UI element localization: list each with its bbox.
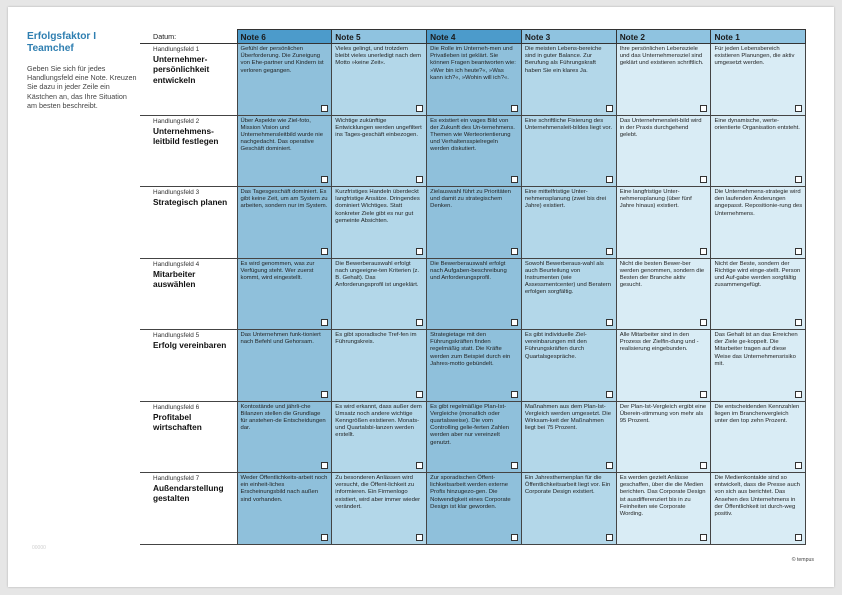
cell-text: Die Bewerberauswahl erfolgt nach ungeeigne-ten Kriterien (z. B. Gehalt). Das Anforderungsprofil ist ungeklärt. (335, 260, 420, 289)
rating-checkbox[interactable] (511, 462, 518, 469)
rating-checkbox[interactable] (416, 248, 423, 255)
rating-checkbox[interactable] (416, 391, 423, 398)
rating-checkbox[interactable] (416, 105, 423, 112)
cell-text: Die Bewerberauswahl erfolgt nach Aufgaben-beschreibung und Anforderungsprofil. (430, 260, 507, 281)
rating-matrix (140, 29, 806, 545)
sidebar-title (27, 31, 137, 55)
rating-cell (237, 330, 332, 402)
rating-checkbox[interactable] (606, 248, 613, 255)
cell-text: Es gibt sporadische Tref-fen im Führungskreis. (335, 332, 417, 346)
cell-text: Nicht der Beste, sondern der Richtige wird einge-stellt. Person und Auf-gabe werden sorgfältig zusammengefügt. (714, 260, 801, 289)
rating-cell (237, 187, 332, 259)
rating-checkbox[interactable] (606, 319, 613, 326)
field-name: Außendarstellung gestalten (153, 483, 224, 504)
rating-cell (332, 473, 427, 545)
cell-text: Das Gehalt ist an das Erreichen der Ziele ge-koppelt. Die Mitarbeiter tragen auf diese Weise das Unternehmensrisiko mit. (714, 332, 798, 367)
rating-cell (521, 44, 616, 116)
rating-cell (332, 258, 427, 330)
table-row (140, 473, 806, 545)
cell-text: Nicht die besten Bewer-ber werden genommen, sondern die Besten der Branche aktiv gesucht. (619, 260, 705, 289)
rating-cell (711, 473, 806, 545)
rating-cell (521, 187, 616, 259)
rating-checkbox[interactable] (416, 462, 423, 469)
rating-checkbox[interactable] (321, 319, 328, 326)
rating-cell (711, 401, 806, 473)
rating-checkbox[interactable] (511, 534, 518, 541)
rating-cell (332, 115, 427, 187)
rating-checkbox[interactable] (606, 391, 613, 398)
rating-cell (616, 401, 711, 473)
table-row (140, 115, 806, 187)
rating-checkbox[interactable] (795, 391, 802, 398)
cell-text: Strategietage mit den Führungskräften finden regelmäßig statt. Die Kräfte werden zum Beispiel durch ein Jahres-motto gebündelt. (430, 332, 511, 367)
sidebar-title-line1: Erfolgsfaktor I (27, 31, 97, 42)
rating-cell (616, 473, 711, 545)
rating-checkbox[interactable] (606, 534, 613, 541)
rating-checkbox[interactable] (511, 391, 518, 398)
field-name: Erfolg vereinbaren (153, 340, 227, 350)
rating-cell (427, 44, 522, 116)
rating-checkbox[interactable] (321, 176, 328, 183)
rating-checkbox[interactable] (321, 391, 328, 398)
field-label: Handlungsfeld 4 (153, 260, 200, 268)
cell-text: Maßnahmen aus dem Plan-Ist-Vergleich werden umgesetzt. Die Wirksam-keit der Maßnahmen liegt bei 75 Prozent. (524, 403, 612, 432)
field-name: Mitarbeiter auswählen (153, 268, 196, 289)
cell-text: Alle Mitarbeiter sind in den Prozess der Zielfin-dung und -realisierung eingebunden. (619, 332, 699, 353)
rating-cell (521, 401, 616, 473)
rating-cell (711, 187, 806, 259)
cell-text: Der Plan-Ist-Vergleich ergibt eine Überein-stimmung von mehr als 95 Prozent. (619, 403, 707, 424)
rating-checkbox[interactable] (321, 248, 328, 255)
field-name: Strategisch planen (153, 197, 228, 207)
cell-text: Es existiert ein vages Bild von der Zukunft des Un-ternehmens. Themen wie Werteorientierung und Verhaltensspielregeln werden diskutiert. (430, 117, 515, 153)
rating-checkbox[interactable] (416, 176, 423, 183)
cell-text: Es gibt regelmäßige Plan-Ist-Vergleiche (monatlich oder quartalsweise). Die vom Controlling gelie-ferten Zahlen werden aber nur vereinzelt genutzt. (430, 403, 510, 446)
rating-checkbox[interactable] (321, 105, 328, 112)
rating-cell (427, 401, 522, 473)
cell-text: Die meisten Lebens-bereiche sind in guter Balance. Zur Berufung als Führungskraft haben Sie ein klares Ja. (524, 46, 602, 74)
rating-checkbox[interactable] (795, 462, 802, 469)
header-note-4: Note 4 (427, 30, 522, 44)
cell-text: Eine langfristige Unter-nehmensplanung (über fünf Jahre hinaus) existiert. (619, 189, 692, 210)
cell-text: Gefühl der persönlichen Überforderung. Die Zuneigung von Ehe-partner und Kindern ist verloren gegangen. (240, 46, 324, 74)
rating-checkbox[interactable] (700, 391, 707, 398)
rating-checkbox[interactable] (416, 319, 423, 326)
rating-cell (711, 330, 806, 402)
rating-checkbox[interactable] (700, 319, 707, 326)
rating-checkbox[interactable] (511, 248, 518, 255)
cell-text: Eine mittelfristige Unter-nehmensplanung (zwei bis drei Jahre) existiert. (524, 189, 607, 210)
cell-text: Kontostände und jährli-che Bilanzen stellen die Grundlage für anstehen-de Entscheidungen dar. (240, 403, 326, 432)
rating-cell (521, 258, 616, 330)
rating-checkbox[interactable] (606, 176, 613, 183)
field-cell (140, 115, 237, 187)
field-label: Handlungsfeld 5 (153, 332, 200, 339)
cell-text: Die entscheidenden Kennzahlen liegen im Branchenvergleich unter den top zehn Prozent. (714, 403, 800, 424)
rating-cell (332, 330, 427, 402)
cell-text: Die Unternehmens-strategie wird den laufenden Änderungen angepasst. Repositionie-rung des Unternehmens. (714, 189, 803, 217)
table-row (140, 401, 806, 473)
rating-cell (521, 330, 616, 402)
rating-checkbox[interactable] (321, 462, 328, 469)
rating-cell (332, 401, 427, 473)
field-label: Handlungsfeld 7 (153, 475, 200, 482)
rating-cell (332, 44, 427, 116)
cell-text: Es gibt individuelle Ziel-vereinbarungen mit den Führungskräften durch Quartalsgespräche. (524, 332, 587, 360)
field-cell (140, 44, 237, 116)
field-label: Handlungsfeld 3 (153, 189, 200, 196)
cell-text: Über Aspekte wie Ziel-foto, Mission Vision und Unternehmensleitbild wurde nie nachgedacht. Das operative Geschäft dominiert. (240, 117, 324, 153)
field-label: Handlungsfeld 1 (153, 46, 200, 53)
cell-text: Das Unternehmen funk-tioniert nach Befehl und Gehorsam. (240, 332, 321, 346)
rating-checkbox[interactable] (416, 534, 423, 541)
rating-cell (237, 258, 332, 330)
rating-checkbox[interactable] (795, 534, 802, 541)
rating-cell (521, 473, 616, 545)
field-label: Handlungsfeld 2 (153, 117, 200, 125)
rating-cell (427, 187, 522, 259)
cell-text: Für jeden Lebensbereich existieren Planungen, die aktiv umgesetzt werden. (714, 46, 795, 67)
field-name: Profitabel wirtschaften (153, 411, 202, 432)
cell-text: Die Medienkontakte sind so entwickelt, dass die Presse auch von sich aus berichtet. Das Ansehen des Unternehmens in der Öffentlichkeit ist durch-weg positiv. (714, 475, 800, 518)
header-note-3: Note 3 (521, 30, 616, 44)
cell-text: Das Tagesgeschäft dominiert. Es gibt keine Zeit, um am System zu arbeiten, sondern nur im System. (240, 189, 328, 210)
rating-cell (711, 44, 806, 116)
table-row (140, 44, 806, 116)
rating-checkbox[interactable] (700, 462, 707, 469)
cell-text: Eine schriftliche Fixierung des Unternehmensleit-bildes liegt vor. (524, 117, 612, 131)
cell-text: Ein Jahresthemenplan für die Öffentlichkeitsarbeit liegt vor. Ein Corporate Design existiert. (524, 475, 611, 496)
rating-checkbox[interactable] (511, 319, 518, 326)
rating-checkbox[interactable] (795, 319, 802, 326)
cell-text: Ihre persönlichen Lebensziele und das Unternehmensziel sind geklärt und existieren schriftlich. (619, 46, 704, 67)
field-cell (140, 473, 237, 545)
rating-checkbox[interactable] (321, 534, 328, 541)
cell-text: Es wird genommen, was zur Verfügung steht. Wer zuerst kommt, wird eingestellt. (240, 260, 315, 281)
cell-text: Zu besonderen Anlässen wird versucht, die Öffent-lichkeit zu informieren. Ein Firmenlogo existiert, wird aber immer wieder verändert. (335, 475, 421, 510)
rating-cell (616, 187, 711, 259)
rating-cell (237, 115, 332, 187)
table-row (140, 187, 806, 259)
rating-cell (427, 115, 522, 187)
cell-text: Das Unternehmensleit-bild wird in der Praxis durchgehend gelebt. (619, 117, 702, 138)
field-cell (140, 258, 237, 330)
cell-text: Eine dynamische, werte-orientierte Organisation entsteht. (714, 117, 800, 131)
rating-cell (237, 44, 332, 116)
matrix-header-row (140, 30, 806, 44)
rating-cell (332, 187, 427, 259)
rating-checkbox[interactable] (795, 176, 802, 183)
field-name: Unternehmens-leitbild festlegen (153, 125, 219, 146)
header-note-1: Note 1 (711, 30, 806, 44)
rating-cell (616, 330, 711, 402)
rating-checkbox[interactable] (795, 248, 802, 255)
field-label: Handlungsfeld 6 (153, 403, 200, 411)
rating-checkbox[interactable] (700, 534, 707, 541)
cell-text: Zur sporadischen Öffent-lichkeitsarbeit werden externe Profis hinzugezo-gen. Die Notwendigkeit eines Corporate Design ist klar geworden. (430, 475, 511, 510)
rating-checkbox[interactable] (700, 176, 707, 183)
field-cell (140, 187, 237, 259)
rating-checkbox[interactable] (700, 105, 707, 112)
rating-checkbox[interactable] (606, 105, 613, 112)
sidebar-instructions: Geben Sie sich für jedes Handlungsfeld eine Note. Kreuzen Sie dazu in jeder Zeile ein Kästchen an, das Ihre Situation am besten beschreibt. (27, 64, 137, 110)
cell-text: Vieles gelingt, und trotzdem bleibt vieles unerledigt nach dem Motto »keine Zeit«. (335, 46, 422, 67)
cell-text: Kurzfristiges Handeln überdeckt langfristige Ansätze. Dringendes dominiert Wichtiges. Statt konkreter Ziele gibt es nur gut gemeinte Absichten. (335, 189, 420, 224)
header-note-5: Note 5 (332, 30, 427, 44)
cell-text: Es werden gezielt Anlässe geschaffen, über die die Medien berichten. Das Corporate Design ist ausdifferenziert bis in zu Feinheiten wie Corporate Wording. (619, 475, 706, 518)
cell-text: Wichtige zukünftige Entwicklungen werden ungefiltert ins Tages-geschäft einbezogen. (335, 117, 422, 138)
table-row (140, 330, 806, 402)
rating-checkbox[interactable] (795, 105, 802, 112)
header-note-2: Note 2 (616, 30, 711, 44)
rating-cell (616, 115, 711, 187)
cell-text: Sowohl Bewerberaus-wahl als auch Beurteilung von Instrumenten (wie Assessmentcenter) und Beratern erfolgen sorgfältig. (524, 260, 612, 296)
field-cell (140, 401, 237, 473)
rating-cell (427, 258, 522, 330)
cell-text: Die Rolle im Unterneh-men und Privatleben ist geklärt. Sie können Fragen beantworten wie: »Wer bin ich heute?«, »Was kann ich?«, »Wohin will ich?«. (430, 46, 516, 81)
rating-cell (616, 258, 711, 330)
rating-cell (427, 473, 522, 545)
rating-cell (237, 401, 332, 473)
rating-cell (427, 330, 522, 402)
sidebar-title-line2: Teamchef (27, 43, 74, 54)
rating-checkbox[interactable] (511, 176, 518, 183)
rating-cell (521, 115, 616, 187)
header-note-6: Note 6 (237, 30, 332, 44)
datum-label: Datum: (140, 30, 237, 44)
footer-page-number: 00000 (32, 545, 46, 551)
rating-checkbox[interactable] (700, 248, 707, 255)
field-cell (140, 330, 237, 402)
rating-checkbox[interactable] (606, 462, 613, 469)
cell-text: Weder Öffentlichkeits-arbeit noch ein einheit-liches Erscheinungsbild nach außen sind vorhanden. (240, 475, 328, 503)
rating-cell (237, 473, 332, 545)
footer-copyright: © tempus (791, 557, 814, 563)
rating-cell (711, 115, 806, 187)
table-row (140, 258, 806, 330)
field-name: Unternehmer-persönlichkeit entwickeln (153, 54, 210, 85)
rating-cell (616, 44, 711, 116)
cell-text: Es wird erkannt, dass außer dem Umsatz noch andere wichtige Kenngrößen existieren. Monats- und Quartalsbi-lanzen werden erstellt. (335, 403, 422, 439)
rating-checkbox[interactable] (511, 105, 518, 112)
cell-text: Zielauswahl führt zu Prioritäten und damit zu strategischem Denken. (430, 189, 511, 210)
rating-cell (711, 258, 806, 330)
